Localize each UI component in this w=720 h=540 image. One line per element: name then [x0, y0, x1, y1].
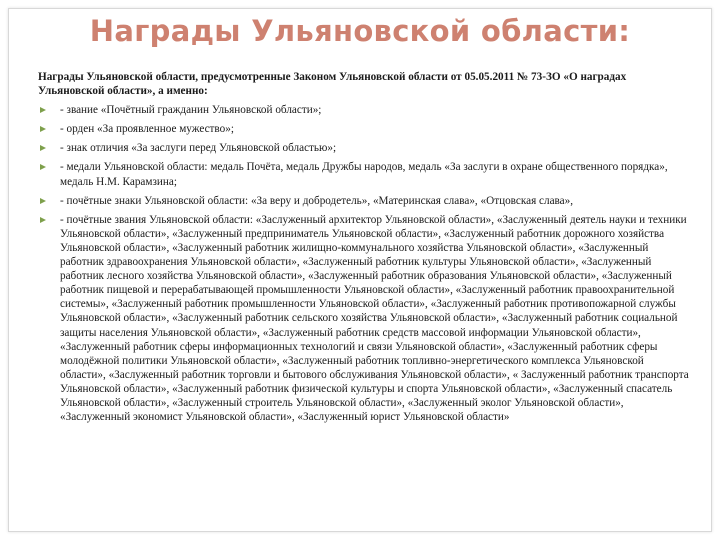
list-item	[38, 141, 690, 155]
intro-paragraph: Награды Ульяновской области, предусмотренные Законом Ульяновской области от 05.05.2011 № 73-ЗО «О наградах Ульяновской области», а именно:	[38, 71, 627, 98]
slide-content	[38, 70, 690, 429]
list-item-text: - медали Ульяновской области: медаль Почёта, медаль Дружбы народов, медаль «За заслуги в охране общественного порядка», медаль Н.М. Карамзина;	[60, 161, 668, 188]
list-item	[38, 122, 690, 136]
list-item-text: - почётные звания Ульяновской области: «Заслуженный архитектор Ульяновской области», «Заслуженный деятель науки и техники Ульяновской области», «Заслуженный предприниматель Ульяновской области», «Заслуженный работник дорожного хозяйства Ульяновской области», «Заслуженный работник жилищно-коммунального хозяйства Ульяновской области», «Заслуженный работник здравоохранения Ульяновской области», «Заслуженный работник культуры Ульяновской области», «Заслуженный работник лесного хозяйства Ульяновской области», «Заслуженный работник образования Ульяновской области», «Заслуженный работник пищевой и перерабатывающей промышленности Ульяновской области», «Заслуженный работник правоохранительной системы», «Заслуженный работник промышленности Ульяновской области», «Заслуженный работник противопожарной службы Ульяновской области», «Заслуженный работник сельского хозяйства Ульяновской области», «Заслуженный работник социальной защиты населения Ульяновской области», «Заслуженный работник средств массовой информации Ульяновской области», «Заслуженный работник сферы информационных технологий и связи Ульяновской области», «Заслуженный работник сферы молодёжной политики Ульяновской области», «Заслуженный работник топливно-энергетического комплекса Ульяновской области», «Заслуженный работник торговли и бытового обслуживания Ульяновской области», « Заслуженный работник транспорта Ульяновской области», «Заслуженный работник физической культуры и спорта Ульяновской области», «Заслуженный спасатель Ульяновской области», «Заслуженный строитель Ульяновской области», «Заслуженный эколог Ульяновской области», «Заслуженный экономист Ульяновской области», «Заслуженный юрист Ульяновской области»	[60, 213, 689, 424]
list-item-text: - звание «Почётный гражданин Ульяновской области»;	[60, 104, 322, 117]
list-item	[38, 194, 690, 208]
triangle-bullet-icon	[40, 145, 46, 151]
triangle-bullet-icon	[40, 198, 46, 204]
list-item	[38, 213, 690, 424]
slide-title: Награды Ульяновской области:	[89, 14, 631, 48]
list-item-text: - почётные знаки Ульяновской области: «За веру и добродетель», «Материнская слава», «Отцовская слава»,	[60, 194, 574, 207]
list-item	[38, 103, 690, 117]
list-item-text: - знак отличия «За заслуги перед Ульяновской областью»;	[60, 142, 337, 155]
triangle-bullet-icon	[40, 107, 46, 113]
triangle-bullet-icon	[40, 164, 46, 170]
list-item	[38, 160, 690, 188]
awards-list	[38, 103, 690, 424]
triangle-bullet-icon	[40, 126, 46, 132]
triangle-bullet-icon	[40, 217, 46, 223]
list-item-text: - орден «За проявленное мужество»;	[60, 123, 234, 136]
